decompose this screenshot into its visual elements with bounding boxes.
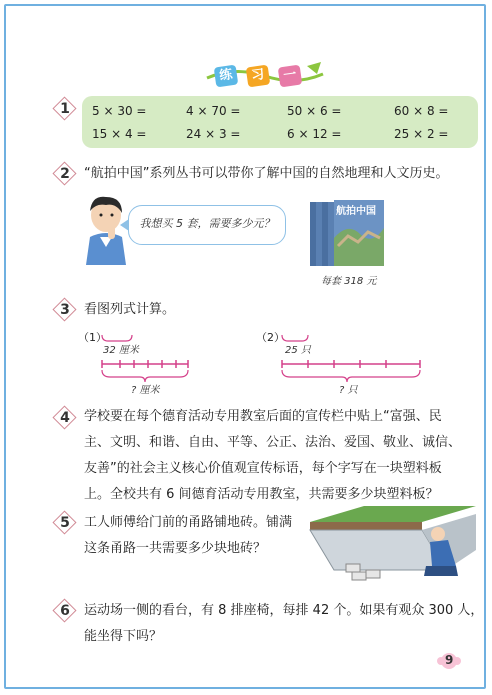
- book-price: 每套 318 元: [321, 276, 377, 287]
- page-number: 9: [445, 653, 454, 667]
- q4-line-1: 学校要在每个德育活动专用教室后面的宣传栏中贴上“富强、民: [84, 409, 442, 424]
- exercise-title: [205, 60, 325, 92]
- q4-line-2: 主、文明、和谐、自由、平等、公正、法治、爱国、敬业、诚信、: [84, 435, 462, 450]
- book-title: 航拍中国: [336, 206, 376, 217]
- calc-item: 15 × 4 =: [92, 127, 147, 141]
- diagram-2-label: （2）: [256, 331, 285, 344]
- q4-line-4: 上。全校共有 6 间德育活动专用教室，共需要多少块塑料板？: [84, 487, 439, 502]
- page-number-badge: [434, 650, 464, 672]
- title-char-2: 习: [246, 65, 271, 88]
- question-number-3: 3: [54, 299, 76, 321]
- calc-item: 6 × 12 =: [287, 127, 342, 141]
- diagram-2-total: ? 只: [339, 385, 358, 396]
- q5-line-2: 这条甬路一共需要多少块地砖？: [84, 541, 267, 556]
- diagram-1-total: ? 厘米: [131, 385, 160, 396]
- diagram-1-label: （1）: [78, 331, 107, 344]
- calc-item: 60 × 8 =: [394, 104, 449, 118]
- question-number-6: 6: [54, 600, 76, 622]
- q2-text: “航拍中国”系列丛书可以带你了解中国的自然地理和人文历史。: [84, 166, 449, 181]
- question-number-1: 1: [54, 98, 76, 120]
- calc-box: [82, 96, 478, 148]
- q6-line-2: 能坐得下吗？: [84, 629, 163, 644]
- speech-bubble: 我想买 5 套，需要多少元？: [128, 205, 286, 245]
- q5-line-1: 工人师傅给门前的甬路铺地砖。铺满: [84, 515, 293, 530]
- calc-item: 24 × 3 =: [186, 127, 241, 141]
- calc-item: 25 × 2 =: [394, 127, 449, 141]
- calc-item: 4 × 70 =: [186, 104, 241, 118]
- q4-line-3: 友善”的社会主义核心价值观宣传标语，每个字写在一块塑料板: [84, 461, 442, 476]
- q3-text: 看图列式计算。: [84, 302, 176, 317]
- question-number-5: 5: [54, 512, 76, 534]
- calc-item: 5 × 30 =: [92, 104, 147, 118]
- calc-item: 50 × 6 =: [287, 104, 342, 118]
- diagram-1-part: 32 厘米: [103, 345, 139, 356]
- paving-illustration-icon: [306, 500, 482, 590]
- diagram-2-part: 25 只: [285, 345, 311, 356]
- title-char-3: 一: [278, 65, 303, 88]
- q6-line-1: 运动场一侧的看台，有 8 排座椅，每排 42 个。如果有观众 300 人，: [84, 603, 484, 618]
- title-char-1: 练: [214, 65, 239, 88]
- question-number-2: 2: [54, 163, 76, 185]
- question-number-4: 4: [54, 407, 76, 429]
